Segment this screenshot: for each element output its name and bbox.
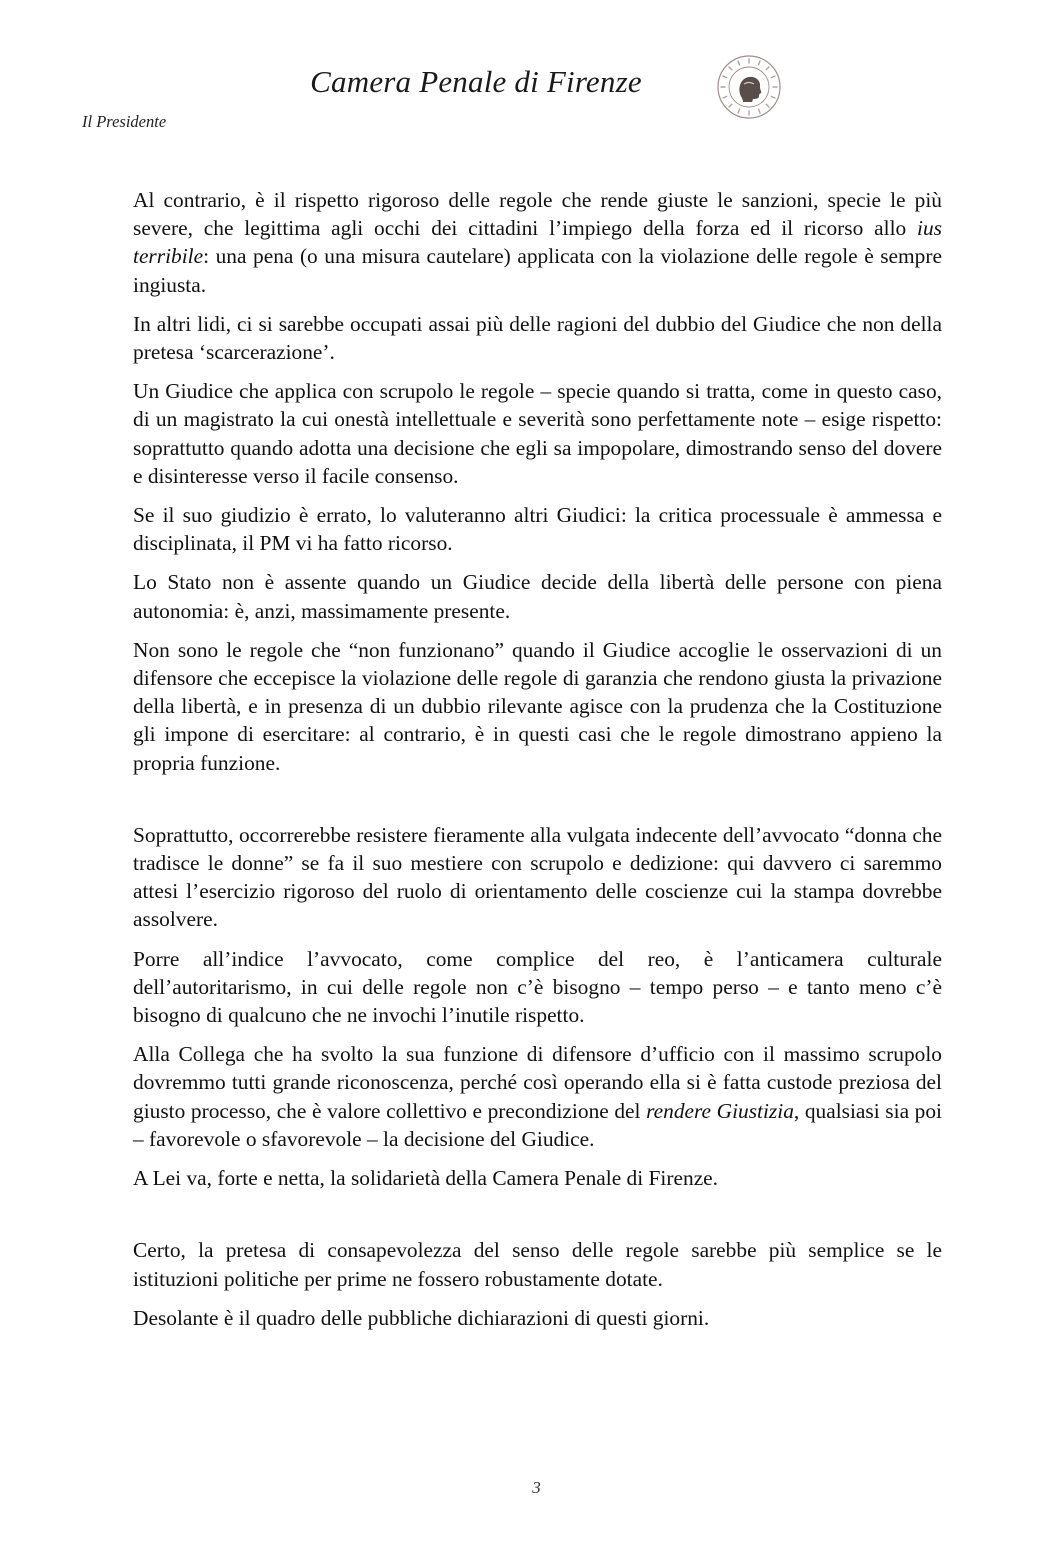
body-paragraph (133, 377, 942, 490)
body-paragraph (133, 1236, 942, 1292)
text-run: Se il suo giudizio è errato, lo valuteranno altri Giudici: la critica processuale è ammessa e disciplinata, il PM vi ha fatto ricorso. (133, 503, 942, 556)
text-run: : una pena (o una misura cautelare) applicata con la violazione delle regole è sempre ingiusta. (133, 244, 942, 297)
italic-text-run: ius terribile (133, 216, 942, 269)
text-run: Un Giudice che applica con scrupolo le regole – specie quando si tratta, come in questo caso, di un magistrato la cui onestà intellettuale e severità sono perfettamente note – esige rispetto: soprattutto quando adotta una decisione che egli sa impopolare, dimostrando senso del dovere e disinteresse verso il facile consenso. (133, 379, 942, 488)
text-run: , qualsiasi sia poi – favorevole o sfavorevole – la decisione del Giudice. (133, 1098, 942, 1151)
text-run: A Lei va, forte e netta, la solidarietà della Camera Penale di Firenze. (133, 1166, 719, 1191)
text-run: Al contrario, è il rispetto rigoroso delle regole che rende giuste le sanzioni, specie le più severe, che legittima agli occhi dei cittadini l’impiego della forza ed il ricorso allo (133, 188, 942, 241)
body-paragraph (133, 821, 942, 934)
signatory-role: Il Presidente (82, 112, 167, 131)
text-run: Soprattutto, occorrerebbe resistere fieramente alla vulgata indecente dell’avvocato “donna che tradisce le donne” se fa il suo mestiere con scrupolo e dedizione: qui davvero ci saremmo attesi l’esercizio rigoroso del ruolo di orientamento delle coscienze cui la stampa dovrebbe assolvere. (133, 822, 942, 932)
body-paragraph (133, 501, 942, 557)
text-run: Desolante è il quadro delle pubbliche dichiarazioni di questi giorni. (133, 1305, 710, 1330)
body-paragraph (133, 945, 942, 1030)
body-paragraph (133, 1040, 942, 1153)
seal-emblem-icon (716, 54, 782, 120)
association-seal-logo (716, 54, 782, 120)
italic-text-run: rendere Giustizia (646, 1098, 794, 1123)
letterhead-title: Camera Penale di Firenze (310, 64, 642, 99)
text-run: Non sono le regole che “non funzionano” quando il Giudice accoglie le osservazioni di un difensore che eccepisce la violazione delle regole di garanzia che rendono giusta la privazione della libertà, e in presenza di un dubbio rilevante agisce con la prudenza che la Costituzione gli impone di esercitare: al contrario, è in questi casi che le regole dimostrano appieno la propria funzione. (133, 637, 942, 775)
page-number: 3 (532, 1478, 541, 1497)
text-run: Lo Stato non è assente quando un Giudice decide della libertà delle persone con piena autonomia: è, anzi, massimamente presente. (133, 570, 942, 623)
text-run: Certo, la pretesa di consapevolezza del senso delle regole sarebbe più semplice se le istituzioni politiche per prime ne fossero robustamente dotate. (133, 1238, 942, 1291)
text-run: Alla Collega che ha svolto la sua funzione di difensore d’ufficio con il massimo scrupolo dovremmo tutti grande riconoscenza, perché così operando ella si è fatta custode preziosa del giusto processo, che è valore collettivo e precondizione del (133, 1042, 942, 1123)
body-paragraph (133, 186, 942, 299)
letter-body (133, 186, 942, 1343)
body-paragraph (133, 310, 942, 366)
body-paragraph (133, 1164, 942, 1192)
text-run: In altri lidi, ci si sarebbe occupati assai più delle ragioni del dubbio del Giudice che non della pretesa ‘scarcerazione’. (133, 311, 942, 365)
body-paragraph (133, 636, 942, 777)
body-paragraph (133, 1304, 942, 1332)
body-paragraph (133, 568, 942, 624)
text-run: Porre all’indice l’avvocato, come complice del reo, è l’anticamera culturale dell’autoritarismo, in cui delle regole non c’è bisogno – tempo perso – e tanto meno c’è bisogno di qualcuno che ne invochi l’inutile rispetto. (133, 946, 942, 1028)
